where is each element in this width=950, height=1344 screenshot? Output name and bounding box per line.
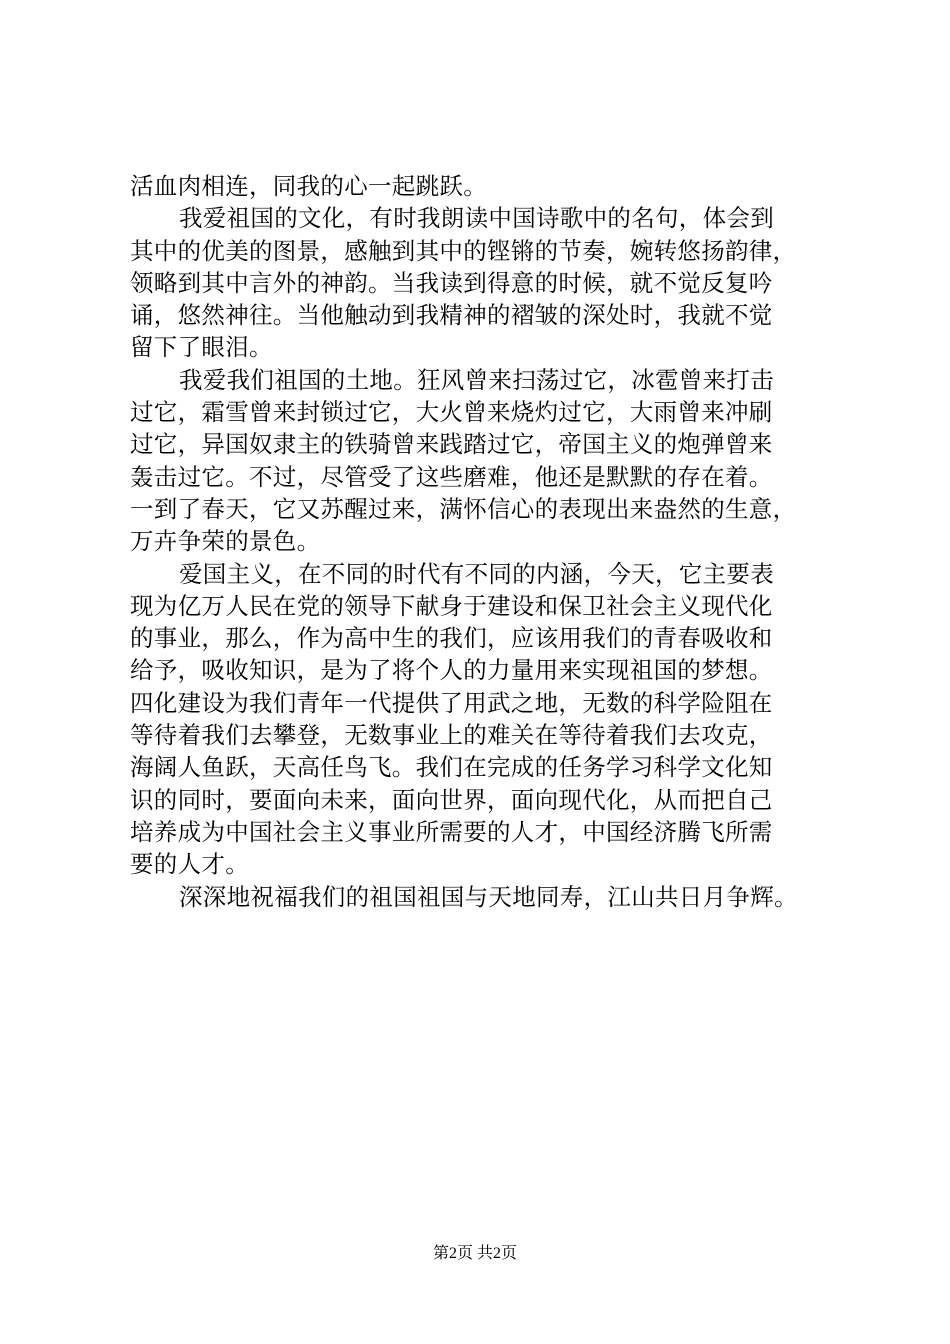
text-line: 万卉争荣的景色。 <box>130 527 321 556</box>
text-line: 培养成为中国社会主义事业所需要的人才，中国经济腾飞所需 <box>130 817 773 846</box>
text-line: 我爱祖国的文化，有时我朗读中国诗歌中的名句，体会到 <box>179 204 774 233</box>
text-line: 要的人才。 <box>130 850 249 879</box>
text-line: 爱国主义，在不同的时代有不同的内涵，今天，它主要表 <box>179 559 774 588</box>
text-line: 留下了眼泪。 <box>130 333 273 362</box>
text-line: 深深地祝福我们的祖国祖国与天地同寿，江山共日月争辉。 <box>179 882 798 911</box>
text-line: 过它，霜雪曾来封锁过它，大火曾来烧灼过它，大雨曾来冲刷 <box>130 398 773 427</box>
text-line: 一到了春天，它又苏醒过来，满怀信心的表现出来盎然的生意， <box>130 494 797 523</box>
text-line: 活血肉相连，同我的心一起跳跃。 <box>130 172 487 200</box>
text-line: 过它，异国奴隶主的铁骑曾来践踏过它，帝国主义的炮弹曾来 <box>130 430 773 459</box>
document-body <box>130 170 830 913</box>
text-line: 的事业，那么，作为高中生的我们，应该用我们的青春吸收和 <box>130 624 773 653</box>
text-line: 给予，吸收知识，是为了将个人的力量用来实现祖国的梦想。 <box>130 656 773 685</box>
page-footer <box>0 1244 950 1264</box>
text-line: 海阔人鱼跃，天高任鸟飞。我们在完成的任务学习科学文化知 <box>130 753 773 782</box>
text-line: 现为亿万人民在党的领导下献身于建设和保卫社会主义现代化 <box>130 591 773 620</box>
text-line: 识的同时，要面向未来，面向世界，面向现代化，从而把自己 <box>130 785 773 814</box>
text-line: 其中的优美的图景，感触到其中的铿锵的节奏，婉转悠扬韵律， <box>130 236 797 265</box>
text-line: 轰击过它。不过，尽管受了这些磨难，他还是默默的存在着。 <box>130 462 773 491</box>
text-line: 诵，悠然神往。当他触动到我精神的褶皱的深处时，我就不觉 <box>130 301 773 330</box>
text-line: 等待着我们去攀登，无数事业上的难关在等待着我们去攻克， <box>130 721 773 750</box>
page-number: 第2页 共2页 <box>432 1245 517 1262</box>
text-line: 领略到其中言外的神韵。当我读到得意的时候，就不觉反复吟 <box>130 268 773 297</box>
text-line: 四化建设为我们青年一代提供了用武之地，无数的科学险阻在 <box>130 688 773 717</box>
text-line: 我爱我们祖国的土地。狂风曾来扫荡过它，冰雹曾来打击 <box>179 365 774 394</box>
